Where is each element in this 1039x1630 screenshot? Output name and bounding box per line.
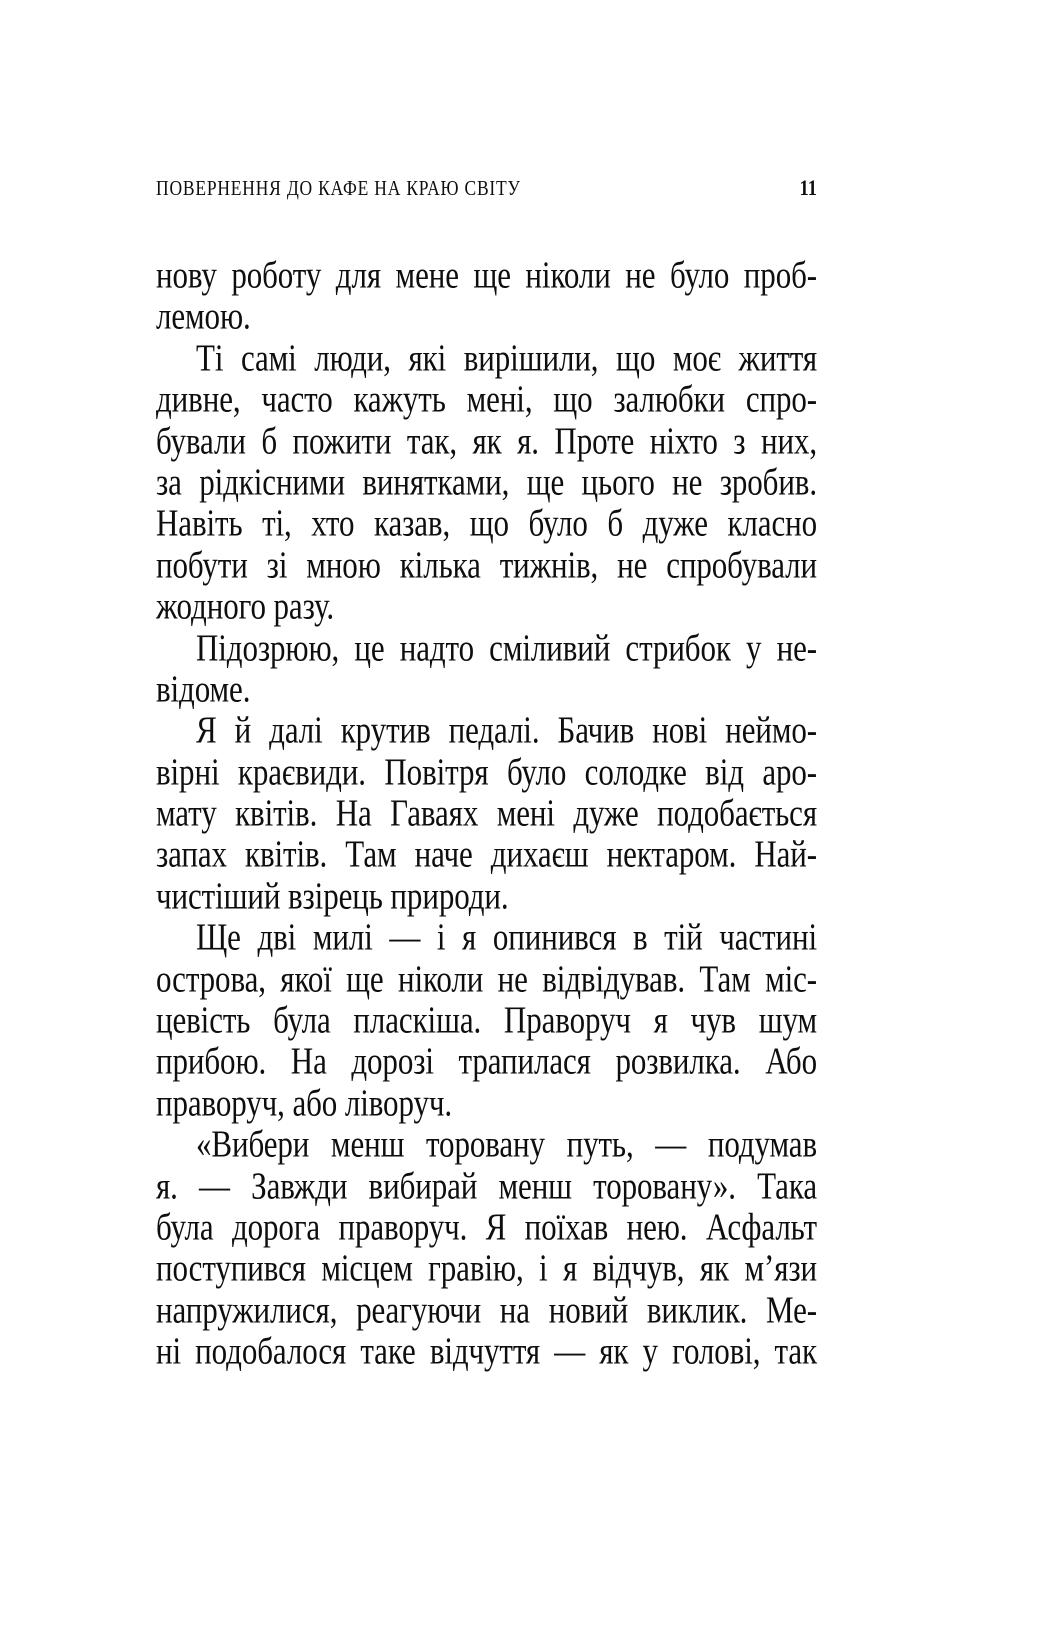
text-line: мату квітів. На Гаваях мені дуже подобається — [156, 791, 817, 834]
text-line: я. — Завжди вибирай менш торовану». Така — [156, 1163, 817, 1207]
text-line: Підозрюю, це надто сміливий стрибок у не- — [196, 625, 817, 669]
text-line: жодного разу. — [156, 584, 335, 627]
text-line: вірні краєвиди. Повітря було солодке від аро- — [156, 749, 817, 793]
text-line: острова, якої ще ніколи не відвідував. Там міс- — [156, 956, 817, 1000]
page-body — [156, 254, 817, 1372]
text-line: була дорога праворуч. Я поїхав нею. Асфальт — [156, 1205, 817, 1248]
text-line: лемою. — [156, 294, 251, 338]
text-line: побути зі мною кілька тижнів, не спробували — [156, 542, 817, 586]
text-line: Я й далі крутив педалі. Бачив нові неймо- — [196, 708, 817, 752]
text-line: чистіший взірець природи. — [156, 873, 509, 917]
text-line: поступився місцем гравію, і я відчув, як м’язи — [156, 1246, 817, 1290]
text-line: цевість була пласкіша. Праворуч я чув шум — [156, 998, 817, 1041]
text-line: дивне, часто кажуть мені, що залюбки спро- — [156, 377, 817, 420]
text-line: за рідкісними винятками, ще цього не зробив. — [156, 460, 817, 503]
text-line: запах квітів. Там наче дихаєш нектаром. Най- — [156, 832, 817, 876]
text-line: Навіть ті, хто казав, що було б дуже класно — [156, 501, 817, 545]
text-line: відоме. — [156, 667, 251, 710]
text-line: напружилися, реагуючи на новий виклик. Ме- — [156, 1287, 817, 1331]
text-line: нову роботу для мене ще ніколи не було проб- — [156, 253, 817, 296]
text-line: «Вибери менш торовану путь, — подумав — [196, 1122, 817, 1166]
text-line: Ті самі люди, які вирішили, що моє життя — [196, 335, 817, 379]
page-number: 11 — [799, 176, 817, 202]
text-line: праворуч, або ліворуч. — [156, 1080, 452, 1124]
text-line: прибою. На дорозі трапилася розвилка. Або — [156, 1039, 817, 1083]
running-header — [156, 176, 817, 203]
running-header-title: ПОВЕРНЕННЯ ДО КАФЕ НА КРАЮ СВІТУ — [156, 175, 521, 200]
text-line: Ще дві милі — і я опинився в тій частині — [196, 915, 817, 959]
text-line: бували б пожити так, як я. Проте ніхто з них, — [156, 418, 817, 462]
text-line: ні подобалося таке відчуття — як у голові, так — [156, 1329, 817, 1372]
